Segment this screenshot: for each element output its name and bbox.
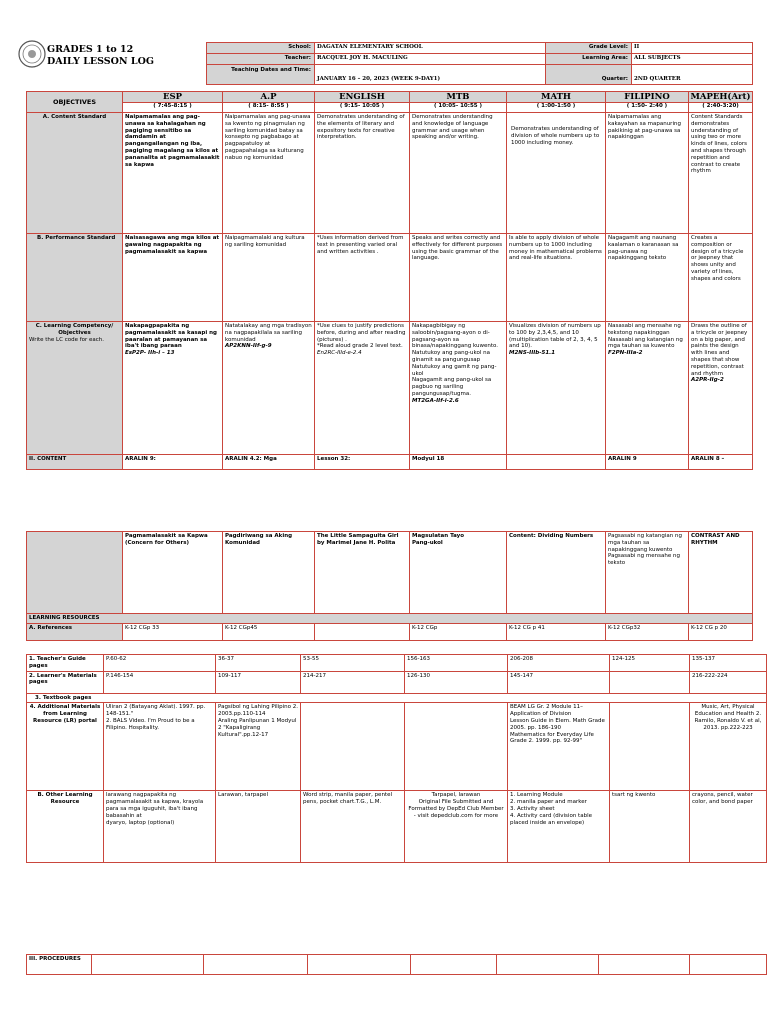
competency-mapeh — [689, 322, 753, 455]
competency-math-text: Visualizes division of numbers up to 100 by 2,3,4,5, and 10 (multiplication table of 2, 3, 4, 5 and 10). — [509, 323, 601, 350]
teacher-label: Teacher: — [207, 54, 315, 65]
lm-ap: 109-117 — [216, 671, 301, 693]
reference-math: K-12 CG p 41 — [507, 624, 606, 641]
competency-row — [27, 322, 753, 455]
subject-filipino: FILIPINO — [606, 92, 689, 103]
lesson-titles-row — [27, 532, 753, 614]
subject-math: MATH — [507, 92, 606, 103]
lm-mtb: 126-130 — [405, 671, 508, 693]
performance-standard-mtb: Speaks and writes correctly and effectively for different purposes using the basic grammar of the language. — [410, 234, 507, 322]
tg-mtb: 156-163 — [405, 655, 508, 672]
time-filipino: ( 1:50- 2:40 ) — [606, 103, 689, 113]
content-label: II. CONTENT — [27, 455, 123, 470]
other-resources-label: B. Other Learning Resource — [27, 791, 104, 863]
content-math — [507, 455, 606, 470]
procedures-filipino — [599, 955, 690, 975]
competency-esp — [123, 322, 223, 455]
teaching-dates-label: Teaching Dates and Time: — [207, 65, 315, 85]
learning-area-value: ALL SUBJECTS — [632, 54, 753, 65]
additional-materials-label: 4. Additional Materials from Learning Resource (LR) portal — [27, 703, 104, 791]
additional-filipino — [610, 703, 690, 791]
subject-mtb: MTB — [410, 92, 507, 103]
competency-mapeh-code: A2PR-IIg-2 — [691, 377, 724, 384]
procedures-mapeh — [690, 955, 767, 975]
performance-standard-english: *Uses information derived from text in presenting varied oral and written activities . — [315, 234, 410, 322]
subject-header-row — [27, 92, 753, 103]
other-math: 1. Learning Module 2. manila paper and marker 3. Activity sheet 4. Activity card (division table placed inside an envelope) — [508, 791, 610, 863]
content-ap: ARALIN 4.2: Mga — [223, 455, 315, 470]
reference-filipino: K-12 CGp32 — [606, 624, 689, 641]
title-filipino: Pagsasabi ng katangian ng mga tauhan sa napakinggang kuwento Pagsasabi ng mensahe ng teksto — [606, 532, 689, 614]
performance-standard-label: B. Performance Standard — [27, 234, 123, 322]
subject-mapeh: MAPEH(Art) — [689, 92, 753, 103]
content-standard-row — [27, 113, 753, 234]
competency-sub-label: Write the LC code for each. — [29, 336, 105, 343]
additional-math: BEAM LG Gr. 2 Module 11– Application of Division Lesson Guide in Elem. Math Grade 2005. pp. 186-190 Mathematics for Everyday Life Grade 2. 1999. pp. 92-99" — [508, 703, 610, 791]
tg-filipino: 124-125 — [610, 655, 690, 672]
teacher-value: RACQUEL JOY H. MACULING — [315, 54, 546, 65]
other-mtb: Tarpapel, larawan Original File Submitted and Formatted by DepEd Club Member - visit depedclub.com for more — [405, 791, 508, 863]
procedures-esp — [92, 955, 204, 975]
performance-standard-row — [27, 234, 753, 322]
procedures-ap — [204, 955, 308, 975]
reference-ap: K-12 CGp45 — [223, 624, 315, 641]
procedures-label: III. PROCEDURES — [27, 955, 92, 975]
other-ap: Larawan, tarpapel — [216, 791, 301, 863]
content-standard-math: Demonstrates understanding of division of whole numbers up to 1000 including money. — [507, 113, 606, 234]
learners-materials-row — [27, 671, 767, 693]
subject-english: ENGLISH — [315, 92, 410, 103]
lm-english: 214-217 — [301, 671, 405, 693]
reference-mapeh: K-12 CG p 20 — [689, 624, 753, 641]
resources-table — [26, 654, 767, 863]
deped-seal-logo — [18, 40, 46, 68]
performance-standard-mapeh: Creates a composition or design of a tricycle or jeepney that shows unity and variety of lines, shapes and colors — [689, 234, 753, 322]
additional-mtb — [405, 703, 508, 791]
objectives-header: OBJECTIVES — [27, 92, 123, 113]
content-standard-english: Demonstrates understanding of the elements of literary and expository texts for creative interpretation. — [315, 113, 410, 234]
content-mtb: Modyul 18 — [410, 455, 507, 470]
tg-esp: P.60-62 — [104, 655, 216, 672]
other-esp: larawang nagpapakita ng pagmamalasakit sa kapwa, krayola para sa mga iguguhit, iba't ibang babasahin at dyaryo, laptop (optional) — [104, 791, 216, 863]
learning-area-label: Learning Area: — [546, 54, 632, 65]
school-value: DAGATAN ELEMENTARY SCHOOL — [315, 43, 546, 54]
subject-time-row — [27, 103, 753, 113]
content-english: Lesson 32: — [315, 455, 410, 470]
procedures-math — [497, 955, 599, 975]
content-mapeh: ARALIN 8 – — [689, 455, 753, 470]
content-esp: ARALIN 9: — [123, 455, 223, 470]
time-math: ( 1:00-1:50 ) — [507, 103, 606, 113]
document-title — [47, 44, 154, 68]
title-mapeh: CONTRAST AND RHYTHM — [689, 532, 753, 614]
lesson-log-main-table — [26, 91, 753, 470]
time-ap: ( 8:15- 8:55 ) — [223, 103, 315, 113]
other-filipino: tsart ng kwento — [610, 791, 690, 863]
procedures-row — [27, 955, 767, 975]
procedures-english — [308, 955, 411, 975]
reference-mtb: K-12 CGp — [410, 624, 507, 641]
competency-filipino-text: Nasasabi ang mensahe ng tekstong napakinggan Nasasabi ang katangian ng mga tauhan sa kuwento — [608, 323, 683, 350]
tg-math: 206-208 — [508, 655, 610, 672]
other-mapeh: crayons, pencil, water color, and bond paper — [690, 791, 767, 863]
competency-ap — [223, 322, 315, 455]
teachers-guide-row — [27, 655, 767, 672]
continuation-table — [26, 531, 753, 641]
tg-mapeh: 135-137 — [690, 655, 767, 672]
competency-english — [315, 322, 410, 455]
subject-ap: A.P — [223, 92, 315, 103]
additional-esp: Uliran 2 (Batayang Aklat). 1997. pp. 148-151." 2. BALS Video. I'm Proud to be a Filipino. Hospitality. — [104, 703, 216, 791]
time-english: ( 9:15- 10:05 ) — [315, 103, 410, 113]
title-math: Content: Dividing Numbers — [507, 532, 606, 614]
other-resources-row — [27, 791, 767, 863]
grade-level-value: II — [632, 43, 753, 54]
teaching-dates-value: JANUARY 16 – 20, 2023 (WEEK 9-DAY1) — [315, 65, 546, 85]
quarter-value: 2ND QUARTER — [632, 65, 753, 85]
lm-esp: P.146-154 — [104, 671, 216, 693]
performance-standard-filipino: Nagagamit ang naunang kaalaman o karanasan sa pag-unawa ng napakinggang teksto — [606, 234, 689, 322]
lm-math: 145-147 — [508, 671, 610, 693]
content-standard-label: A. Content Standard — [27, 113, 123, 234]
competency-math — [507, 322, 606, 455]
content-filipino: ARALIN 9 — [606, 455, 689, 470]
competency-filipino — [606, 322, 689, 455]
grade-level-label: Grade Level: — [546, 43, 632, 54]
quarter-label: Quarter: — [546, 65, 632, 85]
time-mtb: ( 10:05- 10:55 ) — [410, 103, 507, 113]
competency-label: C. Learning Competency/ Objectives — [35, 323, 114, 336]
competency-english-code: En2RC-IIId-e-2.4 — [317, 350, 362, 357]
additional-materials-row — [27, 703, 767, 791]
additional-ap: Pagsibol ng Lahing Pilipino 2. 2003.pp.110-114 Araling Panlipunan 1 Modyul 2 "Kapaligirang Kultural".pp.12-17 — [216, 703, 301, 791]
procedures-table — [26, 954, 767, 975]
content-row — [27, 455, 753, 470]
header-info-table — [206, 42, 753, 85]
performance-standard-esp: Naisasagawa ang mga kilos at gawaing nagpapakita ng pagmamalasakit sa kapwa — [123, 234, 223, 322]
competency-label-cell — [27, 322, 123, 455]
reference-esp: K-12 CGp 33 — [123, 624, 223, 641]
competency-esp-code: EsP2P- IIh-i – 13 — [125, 350, 175, 357]
performance-standard-math: Is able to apply division of whole numbers up to 1000 including money in mathematical problems and real-life situations. — [507, 234, 606, 322]
procedures-mtb — [411, 955, 497, 975]
time-esp: ( 7:45-8:15 ) — [123, 103, 223, 113]
learners-materials-label: 2. Learner's Materials pages — [27, 671, 104, 693]
title-ap: Pagdiriwang sa Aking Komunidad — [223, 532, 315, 614]
competency-english-text: *Use clues to justify predictions before, during and after reading (pictures) . *Read aloud grade 2 level text. — [317, 323, 406, 350]
lm-filipino — [610, 671, 690, 693]
tg-ap: 36-37 — [216, 655, 301, 672]
reference-english — [315, 624, 410, 641]
title-line-2: DAILY LESSON LOG — [47, 56, 154, 67]
title-line-1: GRADES 1 to 12 — [47, 44, 134, 55]
competency-math-code: M2NS-IIIb-51.1 — [509, 350, 556, 357]
tg-english: 53-55 — [301, 655, 405, 672]
other-english: Word strip, manila paper, pentel pens, pocket chart.T.G., L.M. — [301, 791, 405, 863]
teachers-guide-label: 1. Teacher's Guide pages — [27, 655, 104, 672]
textbook-label: 3. Textbook pages — [27, 693, 767, 703]
subject-esp: ESP — [123, 92, 223, 103]
competency-filipino-code: F2PN-IIIa-2 — [608, 350, 643, 357]
competency-mtb-text: Nakapagbibigay ng saloobin/pagsang-ayon o di-pagsang-ayon sa binasa/napakinggang kuwento. Natutukoy ang pang-ukol na ginamit sa pangungusap Natutukoy ang gamit ng pang-ukol Nagagamit ang pang-ukol sa pagbuo ng sariling pangungusap/tugma. — [412, 323, 499, 397]
lm-mapeh: 216-222-224 — [690, 671, 767, 693]
additional-english — [301, 703, 405, 791]
references-row — [27, 624, 753, 641]
textbook-row — [27, 693, 767, 703]
title-english: The Little Sampaguita Girl by Marimel Jane H. Polita — [315, 532, 410, 614]
title-mtb: Magsulatan Tayo Pang-ukol — [410, 532, 507, 614]
performance-standard-ap: Naipagmamalaki ang kultura ng sariling komunidad — [223, 234, 315, 322]
competency-ap-text: Natatalakay ang mga tradisyon na nagpapakilala sa sariling komunidad — [225, 323, 312, 343]
content-standard-ap: Naipamamalas ang pag-unawa sa kwento ng pinagmulan ng sariling komunidad batay sa konsepto ng pagbabago at pagpapatuloy at pagpapahalaga sa kulturang nabuo ng komunidad — [223, 113, 315, 234]
competency-mtb-code: MT2GA-IIf-i-2.6 — [412, 397, 459, 404]
lesson-titles-label — [27, 532, 123, 614]
learning-resources-label: LEARNING RESOURCES — [27, 614, 753, 624]
time-mapeh: ( 2:40-3:20) — [689, 103, 753, 113]
content-standard-filipino: Naipamamalas ang kakayahan sa mapanuring pakikinig at pag-unawa sa napakinggan — [606, 113, 689, 234]
content-standard-mtb: Demonstrates understanding and knowledge of language grammar and usage when speaking and/or writing. — [410, 113, 507, 234]
competency-mtb — [410, 322, 507, 455]
learning-resources-row — [27, 614, 753, 624]
content-standard-mapeh: Content Standards demonstrates understanding of using two or more kinds of lines, colors and shapes through repetition and contrast to create rhythm — [689, 113, 753, 234]
content-standard-esp: Naipamamalas ang pag-unawa sa kahalagahan ng pagiging sensitibo sa damdamin at pangangailangan ng iba, pagiging magalang sa kilos at pananalita at pagmamalasakit sa kapwa — [123, 113, 223, 234]
additional-mapeh: Music, Art, Physical Education and Health 2. Ramilo, Ronaldo V. et al, 2013. pp.222-223 — [690, 703, 767, 791]
references-label: A. References — [27, 624, 123, 641]
school-label: School: — [207, 43, 315, 54]
competency-ap-code: AP2KNN-IIf-g-9 — [225, 343, 272, 350]
competency-esp-text: Nakapagpapakita ng pagmamalasakit sa kasapi ng paaralan at pamayanan sa iba't ibang paraan — [125, 323, 217, 350]
competency-mapeh-text: Draws the outline of a tricycle or jeepney on a big paper, and paints the design with lines and shapes that show repetition, contrast and rhythm — [691, 323, 748, 377]
title-esp: Pagmamalasakit sa Kapwa (Concern for Others) — [123, 532, 223, 614]
